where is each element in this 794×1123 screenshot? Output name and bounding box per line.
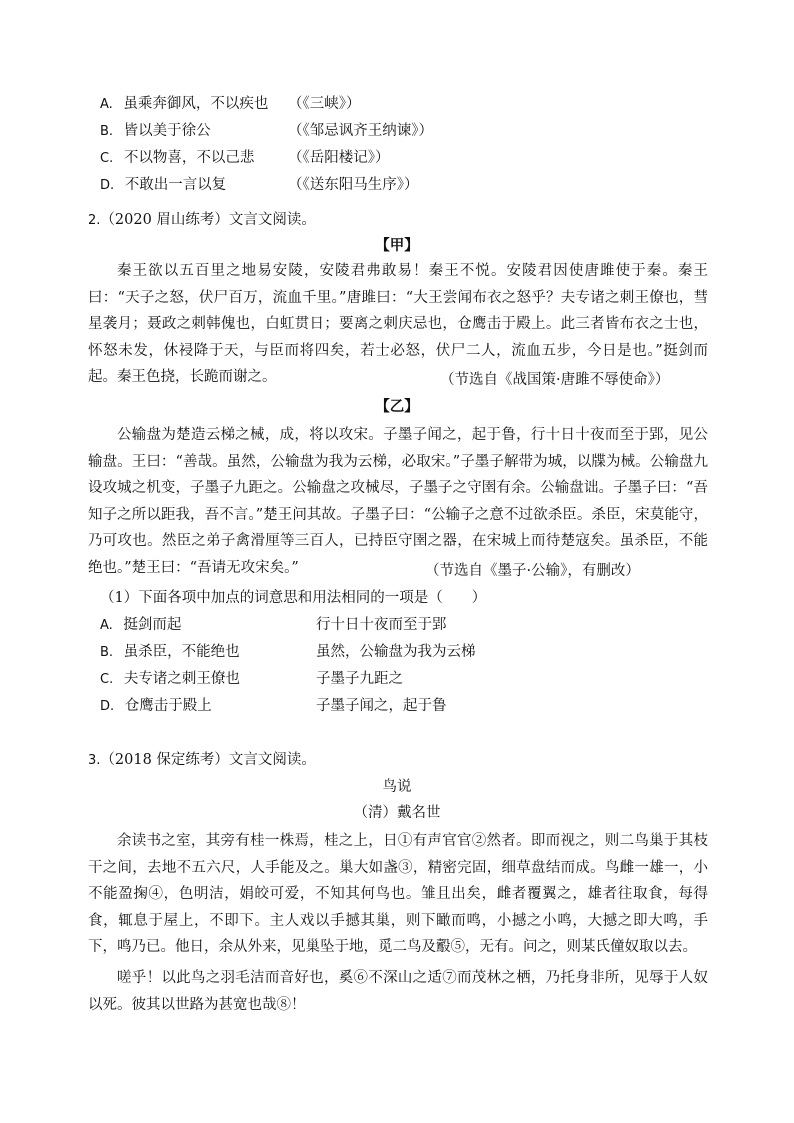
q2-option-d: D. 仓鹰击于殿上	[100, 698, 212, 714]
q2-sub-question: （1）下面各项中加点的词意思和用法相同的一项是（ ）	[100, 590, 487, 606]
q2-option-a: A. 挺剑而起	[100, 617, 182, 633]
q2-yi-text: 公输盘为楚造云梯之械，成，将以攻宋。子墨子闻之，起于鲁，行十日十夜而至于郢，见公输盘。王曰：“善哉。虽然，公输盘为我为云梯，必取宋。”子墨子解带为城，以牒为械。公输盘九设攻城之机变，子墨子九距之。公输盘之攻械尽，子墨子之守圉有余。公输盘诎。子墨子曰：“吾知子之所以距我，吾不言。”楚王问其故。子墨子曰：“公输子之意不过欲杀臣。杀臣，宋莫能守，乃可攻也。然臣之弟子禽滑厘等三百人，已持臣守圉之器，在宋城上而待楚寇矣。虽杀臣，不能绝也。”楚王曰：“吾请无攻宋矣。”	[88, 427, 708, 576]
q1-option-d: D. 不敢出一言以复	[100, 177, 227, 193]
q1-option-b: B. 皆以美于徐公	[100, 123, 211, 139]
q1-option-c: C. 不以物喜，不以己悲	[100, 150, 255, 166]
q2-jia-text: 秦王欲以五百里之地易安陵，安陵君弗敢易！秦王不悦。安陵君因使唐雎使于秦。秦王曰：“天子之怒，伏尸百万，流血千里。”唐雎曰：“大王尝闻布衣之怒乎？夫专诸之刺王僚也，彗星袭月；聂政之刺韩傀也，白虹贯日；要离之刺庆忌也，仓鹰击于殿上。此三者皆布衣之士也，怀怒未发，休祲降于天，与臣而将四矣，若士必怒，伏尸二人，流血五步，今日是也。”挺剑而起。秦王色挠，长跪而谢之。	[88, 263, 708, 385]
q2-yi-source: （节选自《墨子·公输》，有删改）	[425, 563, 640, 579]
q1-option-a: A. 虽乘奔御风，不以疾也	[100, 96, 269, 112]
q2-option-d-right: 子墨子闻之，起于鲁	[316, 698, 447, 714]
q2-yi-title: 【乙】	[375, 398, 419, 415]
q3-title: 鸟说	[382, 779, 412, 795]
q2-header: 2.（2020 眉山练考）文言文阅读。	[88, 212, 316, 228]
q2-jia-source: （节选自《战国策·唐雎不辱使命》）	[440, 372, 670, 388]
q1-option-d-source: （《送东阳马生序》）	[288, 177, 419, 193]
q3-paragraph-1: 余读书之室，其旁有桂一株焉，桂之上，日①有声官官②然者。即而视之，则二鸟巢于其枝干之间，去地不五六尺，人手能及之。巢大如盏③，精密完固，细草盘结而成。鸟雌一雄一，小不能盈掬④，色明洁，娟皎可爱，不知其何鸟也。雏且出矣，雌者覆翼之，雄者往取食，每得食，辄息于屋上，不即下。主人戏以手撼其巢，则下瞰而鸣，小撼之小鸣，大撼之即大鸣，手下，鸣乃已。他日，余从外来，见巢坠于地，觅二鸟及鷇⑤，无有。问之，则某氏僮奴取以去。	[88, 833, 708, 955]
q2-option-b: B. 虽杀臣，不能绝也	[100, 644, 240, 660]
q2-option-b-right: 虽然，公输盘为我为云梯	[316, 644, 476, 660]
q1-option-c-source: （《岳阳楼记》）	[288, 150, 390, 166]
q2-option-c: C. 夫专诸之刺王僚也	[100, 671, 240, 687]
q2-jia-title: 【甲】	[375, 237, 419, 254]
q3-paragraph-2: 嗟乎！以此鸟之羽毛洁而音好也，奚⑥不深山之适⑦而茂林之栖，乃托身非所，见辱于人奴以死。彼其以世路为甚宽也哉⑧！	[88, 970, 708, 1013]
q1-option-b-source: （《邹忌讽齐王纳谏》）	[288, 123, 433, 139]
q2-option-c-right: 子墨子九距之	[316, 671, 403, 687]
q1-option-a-source: （《三峡》）	[288, 96, 361, 112]
q2-option-a-right: 行十日十夜而至于郢	[316, 617, 447, 633]
q3-author: （清）戴名世	[353, 805, 441, 821]
q3-header: 3.（2018 保定练考）文言文阅读。	[88, 752, 316, 768]
